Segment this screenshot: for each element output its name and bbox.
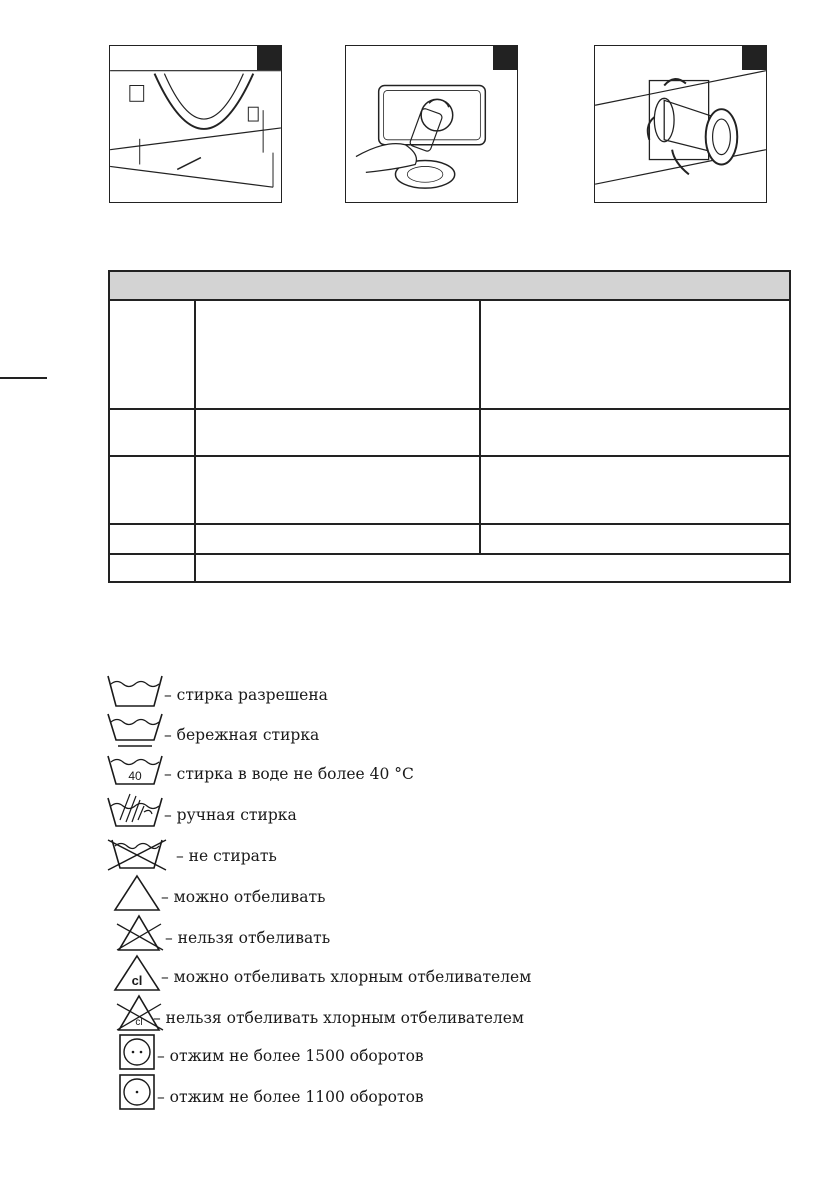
table-cell — [195, 456, 480, 524]
table-cell — [109, 524, 195, 554]
care-label: – нельзя отбеливать — [165, 929, 331, 947]
chlorine-text: cl — [131, 973, 143, 988]
care-label: – стирка в воде не более 40 °С — [164, 765, 414, 783]
care-label: – можно отбеливать хлорным отбеливателем — [161, 968, 532, 986]
hand-wash-icon — [106, 790, 164, 830]
table-cell — [195, 524, 480, 554]
figure-number-badge — [742, 46, 766, 70]
wash-temperature-text: 40 — [128, 769, 142, 783]
table-cell — [109, 300, 195, 409]
margin-rule — [0, 377, 47, 379]
figure-panel-filter-access — [109, 45, 282, 203]
care-label: – нельзя отбеливать хлорным отбеливателем — [153, 1009, 524, 1027]
wash-allowed-icon — [106, 672, 164, 710]
care-label: – можно отбеливать — [161, 888, 326, 906]
unscrew-filter-icon — [346, 46, 517, 202]
wash-40-icon — [106, 752, 164, 788]
chlorine-text: cl — [135, 1017, 143, 1028]
gentle-wash-icon — [106, 710, 164, 750]
troubleshooting-table — [108, 270, 791, 583]
figure-number-badge — [493, 46, 517, 70]
do-not-wash-icon — [106, 836, 168, 872]
figure-number-badge — [257, 46, 281, 70]
spin-1500-icon — [119, 1034, 155, 1070]
drain-pump-cover-icon — [110, 46, 281, 202]
table-cell — [195, 300, 480, 409]
chlorine-bleach-allowed-icon — [113, 954, 161, 992]
bleach-allowed-icon — [113, 874, 161, 912]
spin-1100-icon — [119, 1074, 155, 1110]
care-label: – не стирать — [176, 847, 277, 865]
care-label: – стирка разрешена — [164, 686, 328, 704]
table-header — [109, 271, 790, 300]
table-cell — [480, 300, 790, 409]
table-cell — [480, 456, 790, 524]
figure-panel-refit-filter — [594, 45, 767, 203]
care-label: – бережная стирка — [164, 726, 320, 744]
table-cell — [195, 554, 790, 582]
table-cell — [480, 409, 790, 456]
table-cell — [195, 409, 480, 456]
do-not-bleach-icon — [113, 914, 165, 952]
care-label: – отжим не более 1100 оборотов — [157, 1088, 424, 1106]
care-label: – отжим не более 1500 оборотов — [157, 1047, 424, 1065]
table-cell — [109, 554, 195, 582]
table-cell — [480, 524, 790, 554]
refit-filter-icon — [595, 46, 766, 202]
table-cell — [109, 456, 195, 524]
table-cell — [109, 409, 195, 456]
care-label: – ручная стирка — [164, 806, 297, 824]
figure-panel-unscrew-filter — [345, 45, 518, 203]
